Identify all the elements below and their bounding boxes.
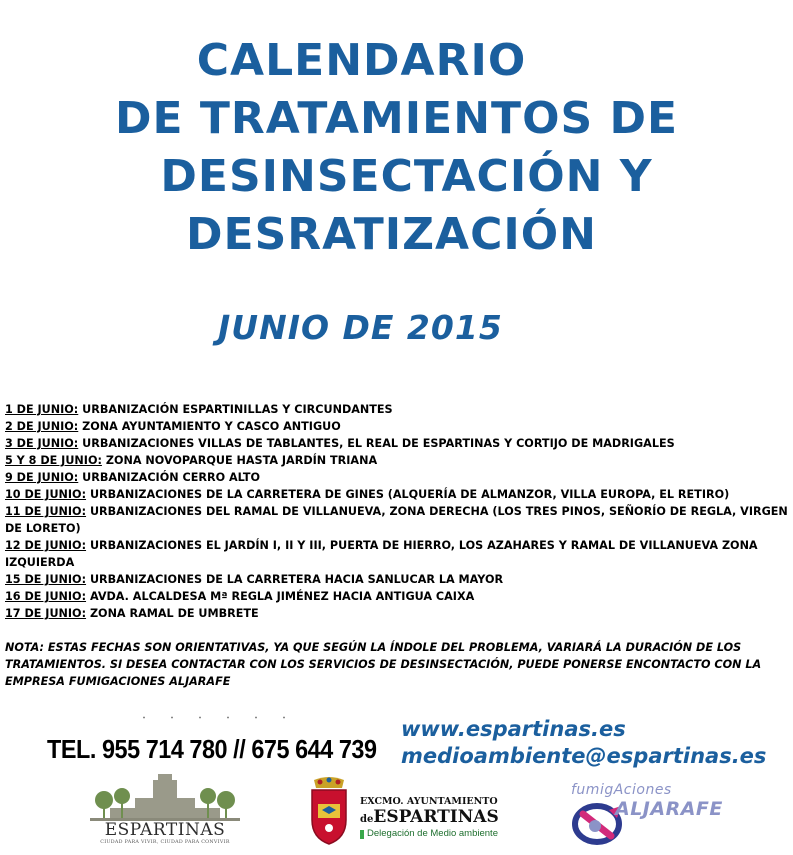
month-heading: JUNIO DE 2015 <box>218 308 503 347</box>
schedule-zone: ZONA NOVOPARQUE HASTA JARDÍN TRIANA <box>101 454 378 467</box>
disclaimer-note: NOTA: ESTAS FECHAS SON ORIENTATIVAS, YA QUE SEGÚN LA ÍNDOLE DEL PROBLEMA, VARIARÁ LA DURACIÓN DE LOS TRATAMIENTOS. SI DESEA CONTACTAR CON LOS SERVICIOS DE DESINSECTACIÓN, PUEDE PONERSE ENCONTACTO CON LA EMPRESA FUMIGACIONES ALJARAFE <box>5 641 762 688</box>
schedule-zone: URBANIZACIONES DEL RAMAL DE VILLANUEVA, ZONA DERECHA (LOS TRES PINOS, SEÑORÍO DE REGLA, VIRGEN DE LORETO) <box>5 505 788 535</box>
coat-of-arms-icon <box>306 776 352 846</box>
schedule-date: 3 DE JUNIO: <box>5 437 79 450</box>
email-link[interactable]: medioambiente@espartinas.es <box>401 744 767 768</box>
schedule-date: 9 DE JUNIO: <box>5 471 79 484</box>
schedule-date: 1 DE JUNIO: <box>5 403 79 416</box>
schedule-item <box>5 588 793 605</box>
schedule-zone: ZONA AYUNTAMIENTO Y CASCO ANTIGUO <box>78 420 341 433</box>
schedule-date: 15 DE JUNIO: <box>5 573 87 586</box>
ayto-name <box>360 807 499 827</box>
schedule-item <box>5 503 793 537</box>
page-title <box>0 32 793 264</box>
schedule-zone: URBANIZACIONES DE LA CARRETERA HACIA SANLUCAR LA MAYOR <box>86 573 504 586</box>
schedule-date: 11 DE JUNIO: <box>5 505 87 518</box>
title-line-4: DESRATIZACIÓN <box>185 209 598 260</box>
espartinas-logo <box>90 774 240 850</box>
espartinas-wordmark: ESPARTINAS <box>104 820 226 840</box>
schedule-item <box>5 537 793 571</box>
ayuntamiento-logo <box>306 776 506 848</box>
schedule-item <box>5 605 793 622</box>
schedule-item <box>5 435 793 452</box>
schedule-item <box>5 486 793 503</box>
schedule-item <box>5 571 793 588</box>
schedule-list <box>5 401 793 622</box>
title-line-2: DE TRATAMIENTOS DE <box>114 93 679 144</box>
schedule-date: 2 DE JUNIO: <box>5 420 79 433</box>
schedule-date: 17 DE JUNIO: <box>5 607 87 620</box>
contact-block <box>401 716 766 770</box>
schedule-date: 5 Y 8 DE JUNIO: <box>5 454 102 467</box>
schedule-zone: URBANIZACIONES DE LA CARRETERA DE GINES (ALQUERÍA DE ALMANZOR, VILLA EUROPA, EL RETIRO) <box>86 488 730 501</box>
schedule-zone: URBANIZACIONES EL JARDÍN I, II Y III, PUERTA DE HIERRO, LOS AZAHARES Y RAMAL DE VILLANUEVA ZONA IZQUIERDA <box>5 539 758 569</box>
town-skyline-icon <box>90 774 240 822</box>
espartinas-tagline: CIUDAD PARA VIVIR, CIUDAD PARA CONVIVIR <box>100 840 230 845</box>
fumigaciones-logo <box>565 778 725 848</box>
schedule-zone: URBANIZACIONES VILLAS DE TABLANTES, EL REAL DE ESPARTINAS Y CORTIJO DE MADRIGALES <box>78 437 675 450</box>
schedule-zone: AVDA. ALCALDESA Mª REGLA JIMÉNEZ HACIA ANTIGUA CAIXA <box>86 590 475 603</box>
aljarafe-word: ALJARAFE <box>615 798 723 820</box>
schedule-zone: URBANIZACIÓN ESPARTINILLAS Y CIRCUNDANTES <box>78 403 393 416</box>
schedule-date: 10 DE JUNIO: <box>5 488 87 501</box>
schedule-date: 16 DE JUNIO: <box>5 590 87 603</box>
schedule-item <box>5 401 793 418</box>
ayto-title: EXCMO. AYUNTAMIENTO <box>360 796 498 807</box>
phone-numbers[interactable]: TEL. 955 714 780 // 675 644 739 <box>47 734 377 764</box>
ayto-prefix: de <box>360 814 374 825</box>
website-link[interactable]: www.espartinas.es <box>401 717 626 741</box>
schedule-item <box>5 452 793 469</box>
schedule-date: 12 DE JUNIO: <box>5 539 87 552</box>
ayto-department: Delegación de Medio ambiente <box>360 828 498 839</box>
title-line-1: CALENDARIO <box>196 35 527 86</box>
ayto-town: ESPARTINAS <box>373 807 499 827</box>
dotted-divider <box>130 716 310 719</box>
title-line-3: DESINSECTACIÓN Y <box>160 151 653 202</box>
schedule-zone: ZONA RAMAL DE UMBRETE <box>86 607 259 620</box>
schedule-zone: URBANIZACIÓN CERRO ALTO <box>78 471 261 484</box>
schedule-item <box>5 469 793 486</box>
fumigaciones-word: fumigAciones <box>571 782 672 798</box>
schedule-item <box>5 418 793 435</box>
